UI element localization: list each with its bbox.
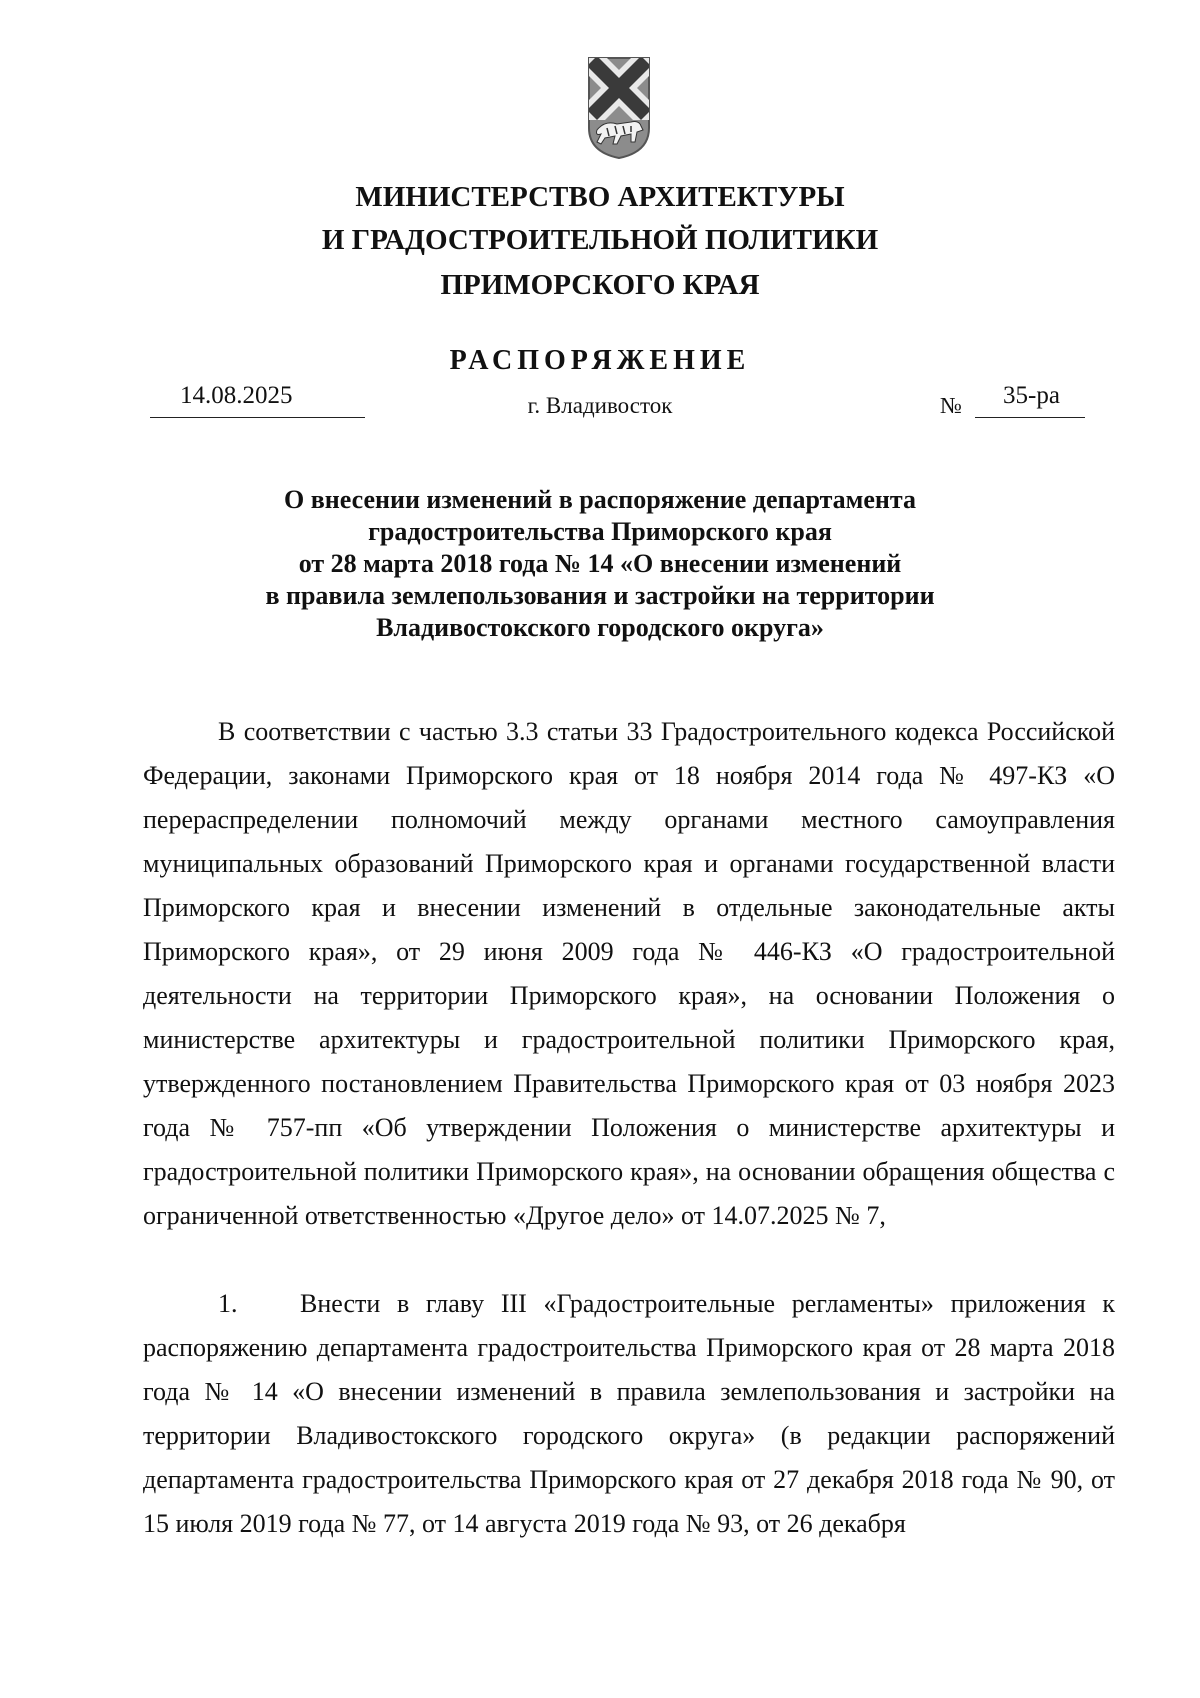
ministry-name-line-3: ПРИМОРСКОГО КРАЯ [440, 269, 760, 301]
item-number: 1. [218, 1289, 238, 1318]
title-line: О внесении изменений в распоряжение департамента [283, 485, 916, 514]
document-city: г. Владивосток [527, 393, 673, 418]
ministry-name-line-1: МИНИСТЕРСТВО АРХИТЕКТУРЫ [355, 181, 845, 213]
document-type-heading: РАСПОРЯЖЕНИЕ [449, 345, 751, 376]
coat-of-arms-emblem [587, 56, 651, 160]
title-line: градостроительства Приморского края [368, 517, 832, 546]
document-number: 35-ра [975, 382, 1085, 418]
document-title [0, 484, 1200, 644]
body-paragraph-preamble: В соответствии с частью 3.3 статьи 33 Градостроительного кодекса Российской Федерации, законами Приморского края от 18 ноября 2014 года № 497-КЗ «О перераспределении полномочий между органами местного самоуправления муниципальных образований Приморского края и органами государственной власти Приморского края и внесении изменений в отдельные законодательные акты Приморского края», от 29 июня 2009 года № 446-КЗ «О градостроительной деятельности на территории Приморского края», на основании Положения о министерстве архитектуры и градостроительной политики Приморского края, утвержденного постановлением Правительства Приморского края от 03 ноября 2023 года № 757-пп «Об утверждении Положения о министерстве архитектуры и градостроительной политики Приморского края», на основании обращения общества с ограниченной ответственностью «Другое дело» от 14.07.2025 № 7, [143, 717, 1115, 1230]
document-number-label: № [940, 393, 962, 418]
body-item-1 [143, 1282, 1115, 1546]
item-text: Внести в главу III «Градостроительные регламенты» приложения к распоряжению департамента градостроительства Приморского края от 28 марта 2018 года № 14 «О внесении изменений в правила землепользования и застройки на территории Владивостокского городского округа» (в редакции распоряжений департамента градостроительства Приморского края от 27 декабря 2018 года № 90, от 15 июля 2019 года № 77, от 14 августа 2019 года № 93, от 26 декабря [143, 1289, 1115, 1538]
title-line: от 28 марта 2018 года № 14 «О внесении изменений [298, 549, 902, 578]
title-line: Владивостокского городского округа» [376, 613, 824, 642]
ministry-name-line-2: И ГРАДОСТРОИТЕЛЬНОЙ ПОЛИТИКИ [321, 224, 879, 256]
document-date: 14.08.2025 [150, 382, 365, 418]
title-line: в правила землепользования и застройки на территории [265, 581, 935, 610]
